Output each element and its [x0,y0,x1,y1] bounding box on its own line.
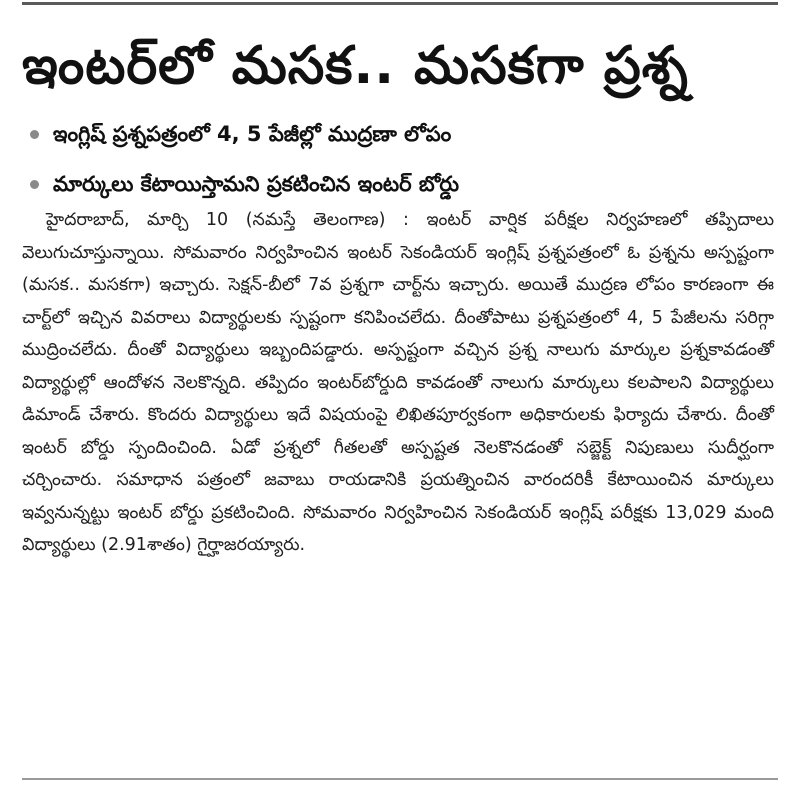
article-body: హైదరాబాద్‌, మార్చి 10 (నమస్తే తెలంగాణ) : ఇంటర్‌ వార్షిక పరీక్షల నిర్వహణలో తప్పిదాలు వెలుగుచూస్తున్నాయి. సోమవారం నిర్వహించిన ఇంటర్‌ సెకండియర్‌ ఇంగ్లిష్‌ ప్రశ్నపత్రంలో ఓ ప్రశ్నను అస్పష్టంగా (మసక.. మసకగా) ఇచ్చారు. సెక్షన్‌-బీలో 7వ ప్రశ్నగా చార్ట్‌ను ఇచ్చారు. అయితే ముద్రణ లోపం కారణంగా ఈ చార్ట్‌లో ఇచ్చిన వివరాలు విద్యార్థులకు స్పష్టంగా కనిపించలేదు. దీంతోపాటు ప్రశ్నపత్రంలో 4, 5 పేజీలను సరిగ్గా ముద్రించలేదు. దీంతో విద్యార్థులు ఇబ్బందిపడ్డారు. అస్పష్టంగా వచ్చిన ప్రశ్న నాలుగు మార్కుల ప్రశ్నకావడంతో విద్యార్థుల్లో ఆందోళన నెలకొన్నది. తప్పిదం ఇంటర్‌బోర్డుది కావడంతో నాలుగు మార్కులు కలపాలని విద్యార్థులు డిమాండ్‌ చేశారు. కొందరు విద్యార్థులు ఇదే విషయంపై లిఖితపూర్వకంగా అధికారులకు ఫిర్యాదు చేశారు. దీంతో ఇంటర్‌ బోర్డు స్పందించింది. ఏడో ప్రశ్నలో గీతలతో అస్పష్టత నెలకొనడంతో సబ్జెక్ట్‌ నిపుణులు సుదీర్ఘంగా చర్చించారు. సమాధాన పత్రంలో జవాబు రాయడానికి ప్రయత్నించిన వారందరికీ కేటాయించిన మార్కులు ఇవ్వనున్నట్టు ఇంటర్‌ బోర్డు ప్రకటించింది. సోమవారం నిర్వహించిన సెకండియర్‌ ఇంగ్లిష్‌ పరీక్షకు 13,029 మంది విద్యార్థులు (2.91శాతం) గైర్హాజరయ్యారు. [22,210,774,555]
subheadline-list [22,112,782,212]
bullet-dot-icon [30,180,39,189]
subheadline-item [22,112,782,156]
subheadline-text: ఇంగ్లిష్‌ ప్రశ్నపత్రంలో 4, 5 పేజీల్లో ముద్రణా లోపం [53,122,452,146]
headline: ఇంటర్‌లో మసక.. మసకగా ప్రశ్న [22,36,689,96]
bottom-rule [22,778,778,780]
subheadline-text: మార్కులు కేటాయిస్తామని ప్రకటించిన ఇంటర్‌ బోర్డు [53,172,460,196]
top-rule [22,2,778,5]
subheadline-item [22,162,782,206]
bullet-dot-icon [30,130,39,139]
